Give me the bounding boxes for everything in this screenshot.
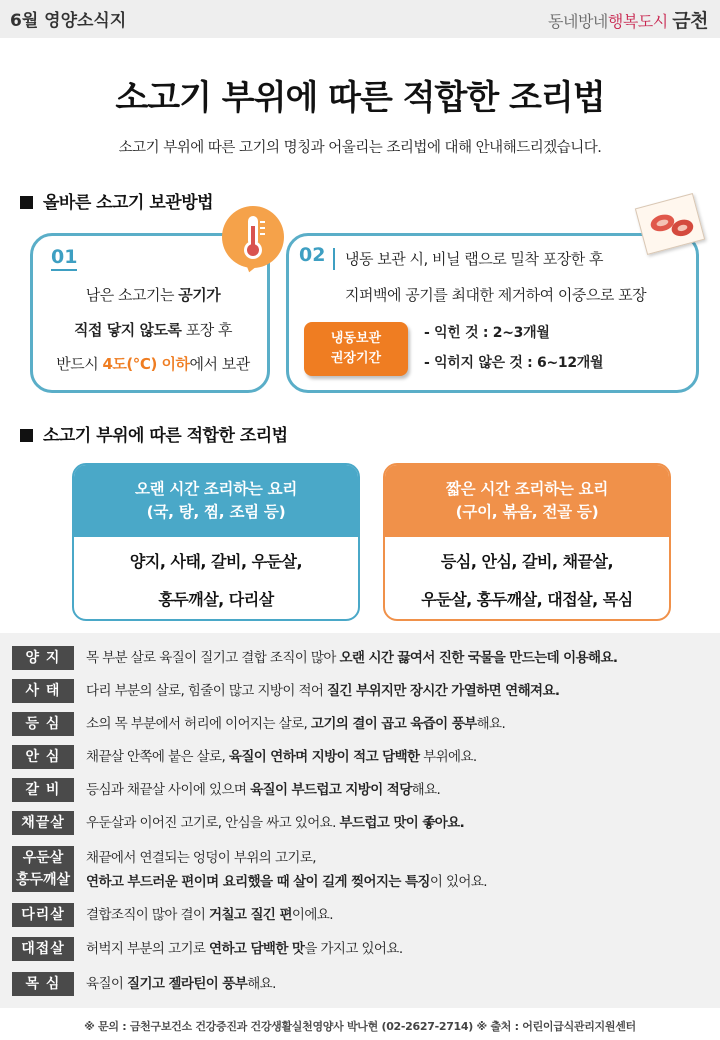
long-cooking-box [72, 463, 360, 621]
part-description: 다리 부분의 살로, 힘줄이 많고 지방이 적어 질긴 부위지만 장시간 가열하면 연해져요. [86, 683, 560, 699]
box2-number: 02 [299, 244, 326, 266]
page-title: 소고기 부위에 따른 적합한 조리법 [115, 78, 605, 118]
thermometer-icon [222, 206, 284, 268]
brand-part-2: 행복도시 [607, 12, 668, 31]
box1-line-3: 반드시 4도(℃) 이하에서 보관 [56, 355, 250, 373]
issue-label: 6월 영양소식지 [10, 11, 127, 31]
part-tag: 다리살 [12, 903, 74, 927]
box2-line-1: 냉동 보관 시, 비닐 랩으로 밀착 포장한 후 [345, 250, 603, 268]
part-description: 허벅지 부분의 고기로 연하고 담백한 맛을 가지고 있어요. [86, 941, 403, 957]
brand-logo [548, 6, 708, 33]
part-description: 우둔살과 이어진 고기로, 안심을 싸고 있어요. 부드럽고 맛이 좋아요. [86, 815, 465, 831]
long-cooking-header: 오랜 시간 조리하는 요리 (국, 탕, 찜, 조림 등) [74, 465, 358, 537]
cooking-heading [20, 421, 288, 446]
short-cooking-parts: 등심, 안심, 갈비, 채끝살, 우둔살, 홍두깨살, 대접살, 목심 [421, 552, 633, 609]
part-description: 목 부분 살로 육질이 질기고 결합 조직이 많아 오랜 시간 끓여서 진한 국물을 만드는데 이용해요. [86, 650, 618, 666]
square-bullet-icon [20, 196, 33, 209]
freeze-period-raw: - 익히지 않은 것 : 6~12개월 [424, 355, 604, 371]
cooking-heading-text: 소고기 부위에 따른 적합한 조리법 [43, 426, 288, 446]
freeze-period-badge: 냉동보관 권장기간 [304, 322, 408, 376]
short-cooking-box [383, 463, 671, 621]
box1-number: 01 [51, 246, 77, 268]
part-description: 결합조직이 많아 결이 거칠고 질긴 편이에요. [86, 907, 333, 923]
parts-list [0, 633, 720, 1008]
part-tag: 갈 비 [12, 778, 74, 802]
box1-line-1: 남은 소고기는 공기가 [85, 286, 221, 304]
storage-heading [20, 188, 213, 213]
box2-line-2: 지퍼백에 공기를 최대한 제거하여 이중으로 포장 [345, 286, 647, 304]
part-tag: 우둔살 홍두깨살 [12, 846, 74, 892]
part-description: 소의 목 부분에서 허리에 이어지는 살로, 고기의 결이 곱고 육즙이 풍부해요. [86, 716, 506, 732]
box1-line-2: 직접 닿지 않도록 포장 후 [74, 321, 232, 339]
part-tag: 등 심 [12, 712, 74, 736]
box2-divider [333, 248, 335, 270]
footer-contact: ※ 문의 : 금천구보건소 건강증진과 건강생활실천영양사 박나현 (02-2627-2714) ※ 출처 : 어린이급식관리지원센터 [84, 1020, 636, 1033]
part-tag: 목 심 [12, 972, 74, 996]
part-description: 채끝에서 연결되는 엉덩이 부위의 고기로, 연하고 부드러운 편이며 요리했을 때 살이 길게 찢어지는 특징이 있어요. [86, 850, 487, 890]
part-tag: 채끝살 [12, 811, 74, 835]
long-cooking-parts: 양지, 사태, 갈비, 우둔살, 홍두깨살, 다리살 [129, 552, 303, 609]
part-description: 육질이 질기고 젤라틴이 풍부해요. [86, 976, 276, 992]
short-cooking-header: 짧은 시간 조리하는 요리 (구이, 볶음, 전골 등) [385, 465, 669, 537]
part-description: 등심과 채끝살 사이에 있으며 육질이 부드럽고 지방이 적당해요. [86, 782, 441, 798]
storage-heading-text: 올바른 소고기 보관방법 [43, 193, 214, 213]
brand-part-1: 동네방네 [548, 12, 608, 31]
part-tag: 대접살 [12, 937, 74, 961]
square-bullet-icon [20, 429, 33, 442]
freeze-period-cooked: - 익힌 것 : 2~3개월 [424, 325, 550, 341]
brand-part-3: 금천 [672, 10, 708, 32]
part-tag: 안 심 [12, 745, 74, 769]
part-tag: 사 태 [12, 679, 74, 703]
part-tag: 양 지 [12, 646, 74, 670]
part-description: 채끝살 안쪽에 붙은 살로, 육질이 연하며 지방이 적고 담백한 부위에요. [86, 749, 477, 765]
page-subtitle: 소고기 부위에 따른 고기의 명칭과 어울리는 조리법에 대해 안내해드리겠습니다. [118, 140, 602, 156]
